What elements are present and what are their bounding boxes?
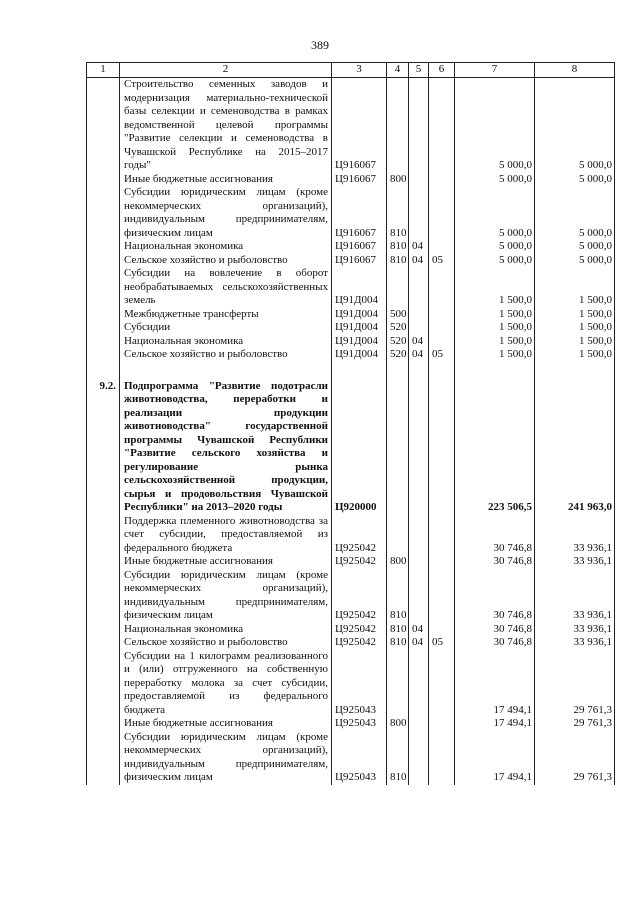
amount-col-8: 1 500,0: [535, 348, 615, 362]
section-code: 04: [409, 335, 429, 349]
subsection-code: [429, 308, 455, 322]
row-description: Строительство семенных заводов и модернизация материально-технической базы селекции и семеноводства в рамках ведомственной целевой программы "Развитие селекции и семеноводства в Чувашской Республике на 2015–2017 годы": [120, 78, 332, 173]
table-row: [87, 308, 615, 322]
expense-type-code: [387, 78, 409, 173]
target-code: Ц916067: [332, 173, 387, 187]
expense-type-code: [387, 515, 409, 556]
section-code: [409, 308, 429, 322]
row-description: Национальная экономика: [120, 240, 332, 254]
amount-col-8: 241 963,0: [535, 380, 615, 515]
row-number: [87, 623, 120, 637]
amount-col-8: 33 936,1: [535, 569, 615, 623]
amount-col-7: 5 000,0: [455, 186, 535, 240]
spacer-cell: [120, 362, 332, 380]
amount-col-7: 1 500,0: [455, 267, 535, 308]
target-code: Ц925043: [332, 731, 387, 785]
target-code: Ц925042: [332, 569, 387, 623]
section-code: [409, 731, 429, 785]
row-description: Иные бюджетные ассигнования: [120, 717, 332, 731]
column-header: 2: [120, 63, 332, 78]
subsection-code: 05: [429, 348, 455, 362]
spacer-cell: [535, 362, 615, 380]
row-number: [87, 173, 120, 187]
target-code: Ц925042: [332, 636, 387, 650]
expense-type-code: [387, 380, 409, 515]
spacer-cell: [455, 362, 535, 380]
expense-type-code: 800: [387, 717, 409, 731]
target-code: Ц916067: [332, 186, 387, 240]
subsection-code: [429, 173, 455, 187]
subsection-code: [429, 380, 455, 515]
spacer-cell: [429, 362, 455, 380]
target-code: Ц91Д004: [332, 267, 387, 308]
target-code: Ц920000: [332, 380, 387, 515]
target-code: Ц916067: [332, 240, 387, 254]
amount-col-8: 5 000,0: [535, 186, 615, 240]
subsection-code: [429, 335, 455, 349]
amount-col-8: 33 936,1: [535, 623, 615, 637]
subsection-code: 05: [429, 254, 455, 268]
table-row: [87, 636, 615, 650]
row-number: [87, 240, 120, 254]
amount-col-8: 5 000,0: [535, 78, 615, 173]
table-row: [87, 321, 615, 335]
row-description: Субсидии юридическим лицам (кроме некоммерческих организаций), индивидуальным предпринимателям, физическим лицам: [120, 731, 332, 785]
target-code: Ц925043: [332, 650, 387, 718]
amount-col-7: 17 494,1: [455, 717, 535, 731]
table-row: [87, 650, 615, 718]
row-description: Субсидии: [120, 321, 332, 335]
amount-col-8: 5 000,0: [535, 173, 615, 187]
row-number: [87, 335, 120, 349]
subsection-code: [429, 515, 455, 556]
row-number: [87, 636, 120, 650]
amount-col-7: 17 494,1: [455, 731, 535, 785]
amount-col-7: 223 506,5: [455, 380, 535, 515]
amount-col-8: 1 500,0: [535, 321, 615, 335]
amount-col-7: 30 746,8: [455, 515, 535, 556]
expense-type-code: 800: [387, 555, 409, 569]
expense-type-code: [387, 267, 409, 308]
subsection-code: [429, 623, 455, 637]
row-number: [87, 267, 120, 308]
subsection-code: [429, 650, 455, 718]
amount-col-7: 1 500,0: [455, 308, 535, 322]
row-number: [87, 308, 120, 322]
section-code: 04: [409, 348, 429, 362]
table-row: [87, 623, 615, 637]
section-code: 04: [409, 636, 429, 650]
table-row: [87, 380, 615, 515]
amount-col-8: 33 936,1: [535, 515, 615, 556]
section-code: [409, 650, 429, 718]
amount-col-7: 1 500,0: [455, 348, 535, 362]
row-description: Субсидии на 1 килограмм реализованного и (или) отгруженного на собственную переработку молока за счет субсидии, предоставляемой из федерального бюджета: [120, 650, 332, 718]
table-row: [87, 173, 615, 187]
section-code: [409, 555, 429, 569]
row-number: [87, 515, 120, 556]
table-row: [87, 717, 615, 731]
amount-col-8: 29 761,3: [535, 650, 615, 718]
row-number: [87, 254, 120, 268]
table-row: [87, 731, 615, 785]
target-code: Ц925042: [332, 515, 387, 556]
table-row: [87, 335, 615, 349]
row-number: 9.2.: [87, 380, 120, 515]
row-description: Поддержка племенного животноводства за счет субсидии, предоставляемой из федерального бюджета: [120, 515, 332, 556]
target-code: Ц916067: [332, 254, 387, 268]
expense-type-code: 520: [387, 335, 409, 349]
expense-type-code: 810: [387, 623, 409, 637]
section-code: [409, 515, 429, 556]
expense-type-code: 810: [387, 731, 409, 785]
budget-table: [86, 62, 615, 785]
table-row: [87, 569, 615, 623]
row-description: Сельское хозяйство и рыболовство: [120, 348, 332, 362]
spacer-cell: [409, 362, 429, 380]
spacer-row: [87, 362, 615, 380]
row-description: Иные бюджетные ассигнования: [120, 173, 332, 187]
subsection-code: [429, 717, 455, 731]
expense-type-code: 520: [387, 321, 409, 335]
amount-col-8: 33 936,1: [535, 636, 615, 650]
column-header: 6: [429, 63, 455, 78]
target-code: Ц925043: [332, 717, 387, 731]
row-number: [87, 650, 120, 718]
section-code: 04: [409, 254, 429, 268]
amount-col-7: 1 500,0: [455, 321, 535, 335]
spacer-cell: [387, 362, 409, 380]
amount-col-7: 5 000,0: [455, 173, 535, 187]
target-code: Ц91Д004: [332, 335, 387, 349]
target-code: Ц925042: [332, 555, 387, 569]
expense-type-code: 810: [387, 254, 409, 268]
table-row: [87, 348, 615, 362]
table-row: [87, 186, 615, 240]
section-code: [409, 173, 429, 187]
section-code: [409, 186, 429, 240]
row-description: Сельское хозяйство и рыболовство: [120, 254, 332, 268]
amount-col-8: 5 000,0: [535, 254, 615, 268]
amount-col-7: 5 000,0: [455, 78, 535, 173]
amount-col-7: 5 000,0: [455, 254, 535, 268]
target-code: Ц91Д004: [332, 348, 387, 362]
row-description: Субсидии на вовлечение в оборот необрабатываемых сельскохозяйственных земель: [120, 267, 332, 308]
expense-type-code: 500: [387, 308, 409, 322]
column-header: 3: [332, 63, 387, 78]
table-row: [87, 254, 615, 268]
subsection-code: [429, 731, 455, 785]
row-description: Субсидии юридическим лицам (кроме некоммерческих организаций), индивидуальным предпринимателям, физическим лицам: [120, 569, 332, 623]
row-description: Межбюджетные трансферты: [120, 308, 332, 322]
table-header-row: [87, 63, 615, 78]
subsection-code: [429, 186, 455, 240]
table-row: [87, 267, 615, 308]
row-number: [87, 555, 120, 569]
table-row: [87, 240, 615, 254]
amount-col-7: 1 500,0: [455, 335, 535, 349]
row-number: [87, 731, 120, 785]
expense-type-code: 810: [387, 186, 409, 240]
expense-type-code: 520: [387, 348, 409, 362]
amount-col-7: 30 746,8: [455, 569, 535, 623]
amount-col-8: 29 761,3: [535, 731, 615, 785]
row-number: [87, 78, 120, 173]
page-number: 389: [311, 38, 329, 52]
row-description: Субсидии юридическим лицам (кроме некоммерческих организаций), индивидуальным предпринимателям, физическим лицам: [120, 186, 332, 240]
subsection-code: [429, 555, 455, 569]
amount-col-7: 17 494,1: [455, 650, 535, 718]
row-number: [87, 717, 120, 731]
expense-type-code: [387, 650, 409, 718]
amount-col-8: 1 500,0: [535, 308, 615, 322]
section-code: [409, 380, 429, 515]
column-header: 7: [455, 63, 535, 78]
subsection-code: [429, 569, 455, 623]
column-header: 1: [87, 63, 120, 78]
target-code: Ц91Д004: [332, 321, 387, 335]
expense-type-code: 810: [387, 240, 409, 254]
target-code: Ц91Д004: [332, 308, 387, 322]
section-code: [409, 717, 429, 731]
amount-col-8: 29 761,3: [535, 717, 615, 731]
subsection-code: [429, 321, 455, 335]
target-code: Ц916067: [332, 78, 387, 173]
row-number: [87, 186, 120, 240]
table-row: [87, 555, 615, 569]
amount-col-7: 30 746,8: [455, 555, 535, 569]
section-code: 04: [409, 240, 429, 254]
spacer-cell: [332, 362, 387, 380]
column-header: 5: [409, 63, 429, 78]
spacer-cell: [87, 362, 120, 380]
amount-col-7: 30 746,8: [455, 636, 535, 650]
subsection-code: [429, 267, 455, 308]
row-number: [87, 569, 120, 623]
row-description: Национальная экономика: [120, 623, 332, 637]
section-code: [409, 267, 429, 308]
subsection-code: 05: [429, 636, 455, 650]
section-code: 04: [409, 623, 429, 637]
amount-col-8: 5 000,0: [535, 240, 615, 254]
subsection-code: [429, 240, 455, 254]
row-number: [87, 321, 120, 335]
amount-col-8: 1 500,0: [535, 335, 615, 349]
amount-col-7: 5 000,0: [455, 240, 535, 254]
expense-type-code: 800: [387, 173, 409, 187]
table-row: [87, 515, 615, 556]
target-code: Ц925042: [332, 623, 387, 637]
row-description: Национальная экономика: [120, 335, 332, 349]
row-description: Иные бюджетные ассигнования: [120, 555, 332, 569]
section-code: [409, 321, 429, 335]
subsection-code: [429, 78, 455, 173]
table-row: [87, 78, 615, 173]
expense-type-code: 810: [387, 636, 409, 650]
row-description: Сельское хозяйство и рыболовство: [120, 636, 332, 650]
section-code: [409, 569, 429, 623]
section-code: [409, 78, 429, 173]
expense-type-code: 810: [387, 569, 409, 623]
column-header: 8: [535, 63, 615, 78]
amount-col-8: 33 936,1: [535, 555, 615, 569]
row-number: [87, 348, 120, 362]
column-header: 4: [387, 63, 409, 78]
amount-col-7: 30 746,8: [455, 623, 535, 637]
row-description: Подпрограмма "Развитие подотрасли животноводства, переработки и реализации продукции животноводства" государственной программы Чувашской Республики "Развитие сельского хозяйства и регулирование рынка сельскохозяйственной продукции, сырья и продовольствия Чувашской Республики" на 2013–2020 годы: [120, 380, 332, 515]
amount-col-8: 1 500,0: [535, 267, 615, 308]
